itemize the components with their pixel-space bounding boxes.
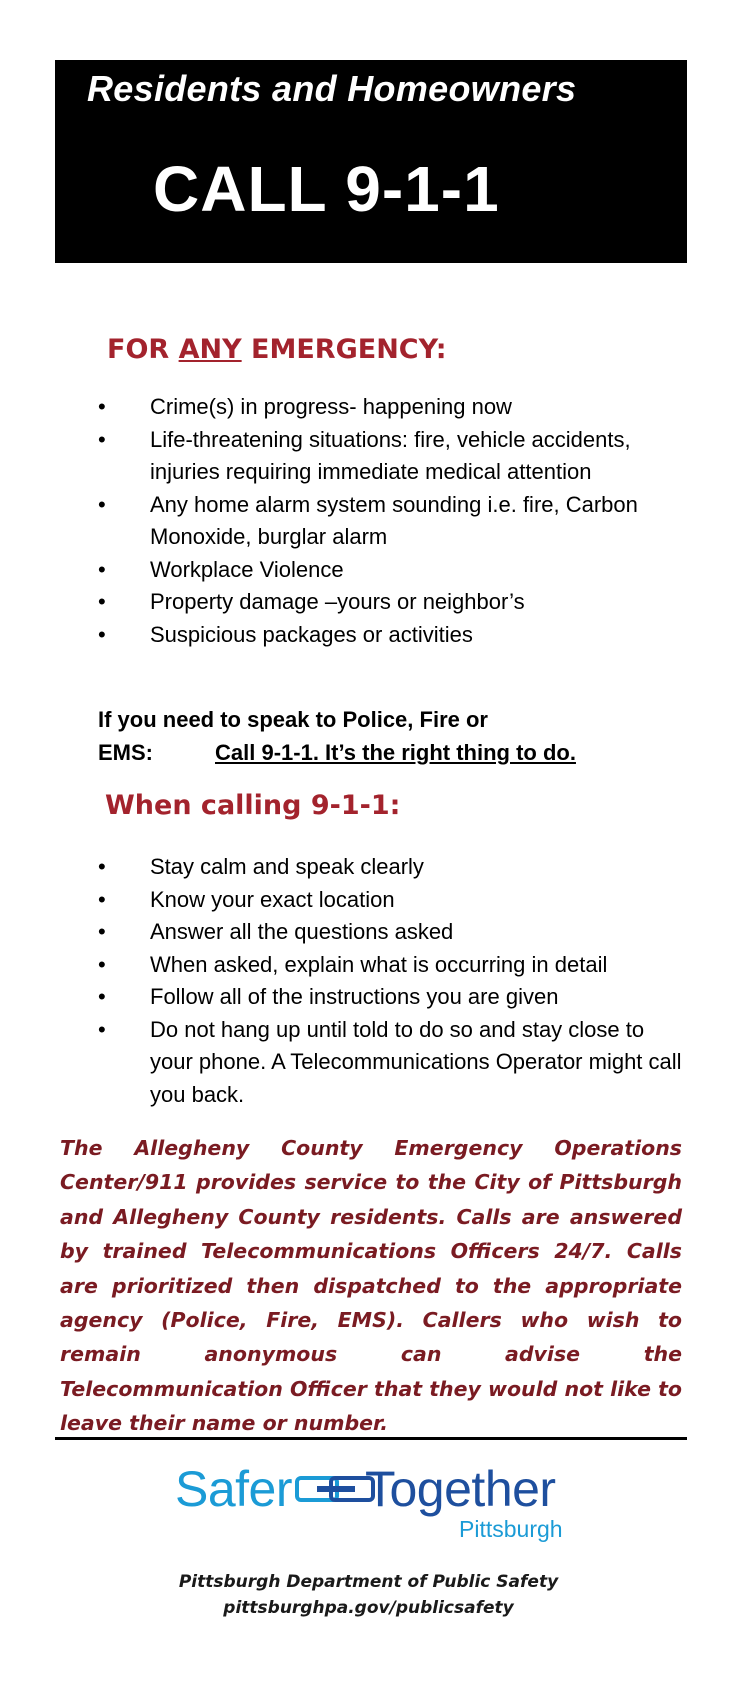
bullet-icon: • [98, 919, 106, 944]
bullet-icon: • [98, 1016, 106, 1042]
emergency-center-info: The Allegheny County Emergency Operations Center/911 provides service to the City of Pittsburgh and Allegheny County residents. Calls are answered by trained Telecommunications Officers 24/7. Calls are prioritized then dispatched to the appropriate agency (Police, Fire, EMS). Callers who wish to remain anonymous can advise the Telecommunication Officer that they would not like to leave their name or number. [60, 1136, 682, 1436]
bullet-icon: • [98, 589, 106, 614]
banner-subtitle: Residents and Homeowners [87, 68, 577, 109]
bullet-icon: • [98, 621, 106, 647]
list-item-text: Stay calm and speak clearly [150, 854, 424, 879]
speak-to-police-note [98, 703, 698, 769]
list-item [98, 981, 688, 1014]
bullet-icon: • [98, 426, 106, 452]
list-item [98, 949, 688, 982]
emergency-heading-pre: FOR [107, 334, 179, 365]
bullet-icon: • [98, 951, 106, 977]
list-item-text: Crime(s) in progress- happening now [150, 394, 512, 419]
list-item [98, 489, 688, 554]
list-item-text: Know your exact location [150, 886, 395, 912]
list-item-text: Suspicious packages or activities [150, 621, 473, 647]
divider [55, 1437, 687, 1440]
bullet-icon: • [98, 854, 106, 879]
list-item [98, 1014, 688, 1112]
list-item-text: Do not hang up until told to do so and stay close to your phone. A Telecommunications Operator might call you back. [150, 1016, 682, 1107]
call-to-action: Call 9-1-1. It’s the right thing to do. [215, 740, 576, 765]
list-item [98, 916, 688, 949]
calling-heading: When calling 9-1-1: [105, 790, 401, 821]
list-item [98, 619, 688, 652]
list-item [98, 391, 688, 424]
bullet-icon: • [98, 984, 106, 1009]
emergency-heading-post: EMERGENCY: [241, 334, 447, 365]
banner-title: CALL 9-1-1 [153, 153, 500, 225]
bullet-icon: • [98, 394, 106, 419]
list-item [98, 851, 688, 884]
bullet-icon: • [98, 491, 106, 517]
department-url: pittsburghpa.gov/publicsafety [223, 1598, 514, 1618]
safer-together-logo [175, 1460, 575, 1550]
list-item-text: When asked, explain what is occurring in detail [150, 951, 608, 977]
department-name: Pittsburgh Department of Public Safety [178, 1572, 559, 1592]
title-banner [55, 60, 687, 263]
speak-line-1: If you need to speak to Police, Fire or [98, 707, 488, 732]
logo-word-safer: Safer [175, 1461, 293, 1517]
list-item-text: Answer all the questions asked [150, 919, 454, 944]
bullet-icon: • [98, 886, 106, 912]
bullet-icon: • [98, 556, 106, 582]
list-item [98, 586, 688, 619]
list-item-text: Any home alarm system sounding i.e. fire, Carbon Monoxide, burglar alarm [150, 491, 638, 549]
logo-word-together: Together [365, 1461, 556, 1517]
emergency-list [98, 391, 688, 651]
calling-list [98, 851, 688, 1111]
speak-ems-label: EMS: [98, 740, 153, 765]
list-item-text: Workplace Violence [150, 556, 344, 582]
list-item-text: Life-threatening situations: fire, vehicle accidents, injuries requiring immediate medical attention [150, 426, 631, 484]
logo-city: Pittsburgh [459, 1516, 563, 1542]
list-item [98, 554, 688, 587]
speak-line-2 [98, 736, 698, 769]
emergency-heading-emphasis: ANY [178, 334, 242, 365]
list-item [98, 424, 688, 489]
list-item-text: Follow all of the instructions you are given [150, 984, 559, 1009]
list-item-text: Property damage –yours or neighbor’s [150, 589, 525, 614]
list-item [98, 884, 688, 917]
emergency-heading [107, 334, 447, 365]
